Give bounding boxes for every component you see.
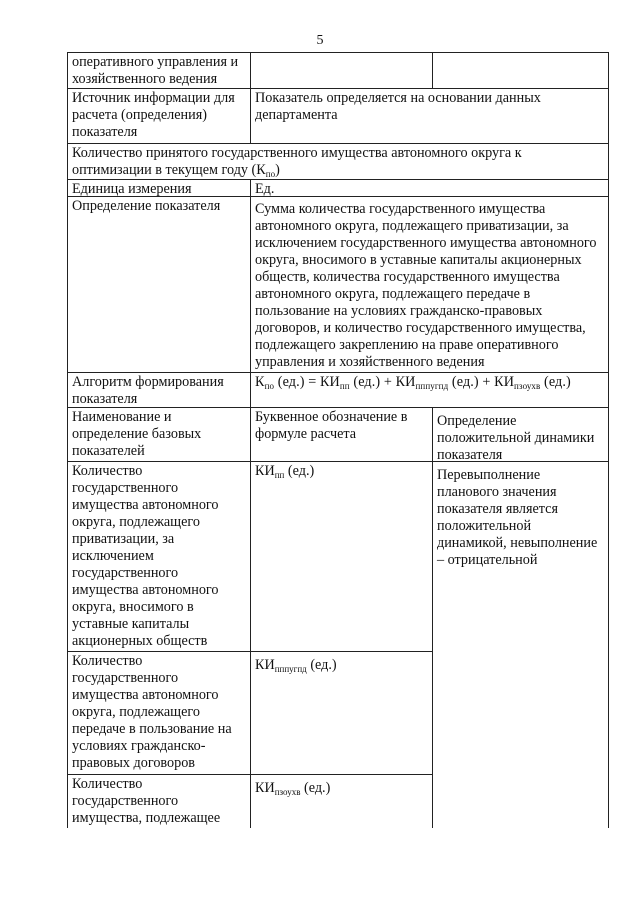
formula-subscript: пппугпд bbox=[415, 381, 449, 391]
symbol-subscript: пппугпд bbox=[274, 664, 307, 674]
base-indicator-privatization-symbol bbox=[251, 462, 432, 480]
definition-label: Определение показателя bbox=[72, 198, 221, 214]
indicator-table bbox=[67, 52, 609, 828]
header-positive-dynamics: Определение положительной динамики показателя bbox=[437, 413, 595, 463]
definition-value: Сумма количества государственного имущества автономного округа, подлежащего приватизации, за исключением государственного имущества автономного округа, вносимого в уставные капиталы акционерных обществ, количества государственного имущества автономного округа, подлежащего передаче в пользование на условиях гражданско-правовых договоров, и количество государственного имущества, подлежащего закреплению на праве оперативного управления и хозяйственного ведения bbox=[255, 201, 597, 370]
formula-part: (ед.) + КИ bbox=[349, 374, 416, 390]
symbol-text: КИ bbox=[255, 780, 275, 796]
algorithm-formula bbox=[251, 373, 608, 391]
formula-part: (ед.) bbox=[540, 374, 571, 390]
base-indicator-assignment-symbol bbox=[251, 779, 432, 797]
symbol-unit: (ед.) bbox=[284, 463, 315, 479]
symbol-text: КИ bbox=[255, 463, 275, 479]
header-letter-designation: Буквенное обозначение в формуле расчета bbox=[255, 409, 408, 442]
row-owner-cell: оперативного управления и хозяйственного ведения bbox=[72, 54, 239, 87]
unit-value: Ед. bbox=[255, 181, 275, 197]
formula-part: К bbox=[255, 374, 265, 390]
formula-subscript: пзоухв bbox=[514, 381, 541, 391]
symbol-subscript: пзоухв bbox=[274, 787, 301, 797]
indicator-title bbox=[68, 144, 608, 179]
info-source-label: Источник информации для расчета (определения) показателя bbox=[72, 90, 235, 140]
algorithm-label: Алгоритм формирования показателя bbox=[72, 374, 224, 407]
formula-part: (ед.) + КИ bbox=[448, 374, 515, 390]
formula-subscript: пп bbox=[339, 381, 350, 391]
indicator-title-end: ) bbox=[275, 162, 280, 178]
indicator-title-text: Количество принятого государственного имущества автономного округа к оптимизации в текущем году (К bbox=[72, 145, 522, 178]
formula-subscript: по bbox=[264, 381, 275, 391]
page-number: 5 bbox=[316, 33, 324, 48]
formula-part: (ед.) = КИ bbox=[274, 374, 340, 390]
info-source-value: Показатель определяется на основании данных департамента bbox=[255, 90, 541, 123]
indicator-title-subscript: по bbox=[265, 169, 276, 179]
base-indicator-privatization-name: Количество государственного имущества автономного округа, подлежащего приватизации, за исключением государственного имущества автономного округа, вносимого в уставные капиталы акционерных обществ bbox=[72, 463, 219, 649]
symbol-unit: (ед.) bbox=[300, 780, 331, 796]
unit-label: Единица измерения bbox=[72, 181, 192, 197]
rule bbox=[432, 52, 433, 88]
symbol-subscript: пп bbox=[274, 470, 285, 480]
base-indicator-assignment-name: Количество государственного имущества, подлежащее bbox=[72, 776, 221, 826]
base-indicator-use-transfer-symbol bbox=[251, 656, 432, 674]
symbol-text: КИ bbox=[255, 657, 275, 673]
positive-dynamics-definition: Перевыполнение планового значения показателя является положительной динамикой, невыполнение – отрицательной bbox=[437, 467, 598, 568]
base-indicator-use-transfer-name: Количество государственного имущества автономного округа, подлежащего передаче в пользование на условиях гражданско-правовых договоров bbox=[72, 653, 232, 771]
symbol-unit: (ед.) bbox=[306, 657, 337, 673]
rule bbox=[608, 52, 609, 828]
header-base-indicators: Наименование и определение базовых показателей bbox=[72, 409, 202, 459]
